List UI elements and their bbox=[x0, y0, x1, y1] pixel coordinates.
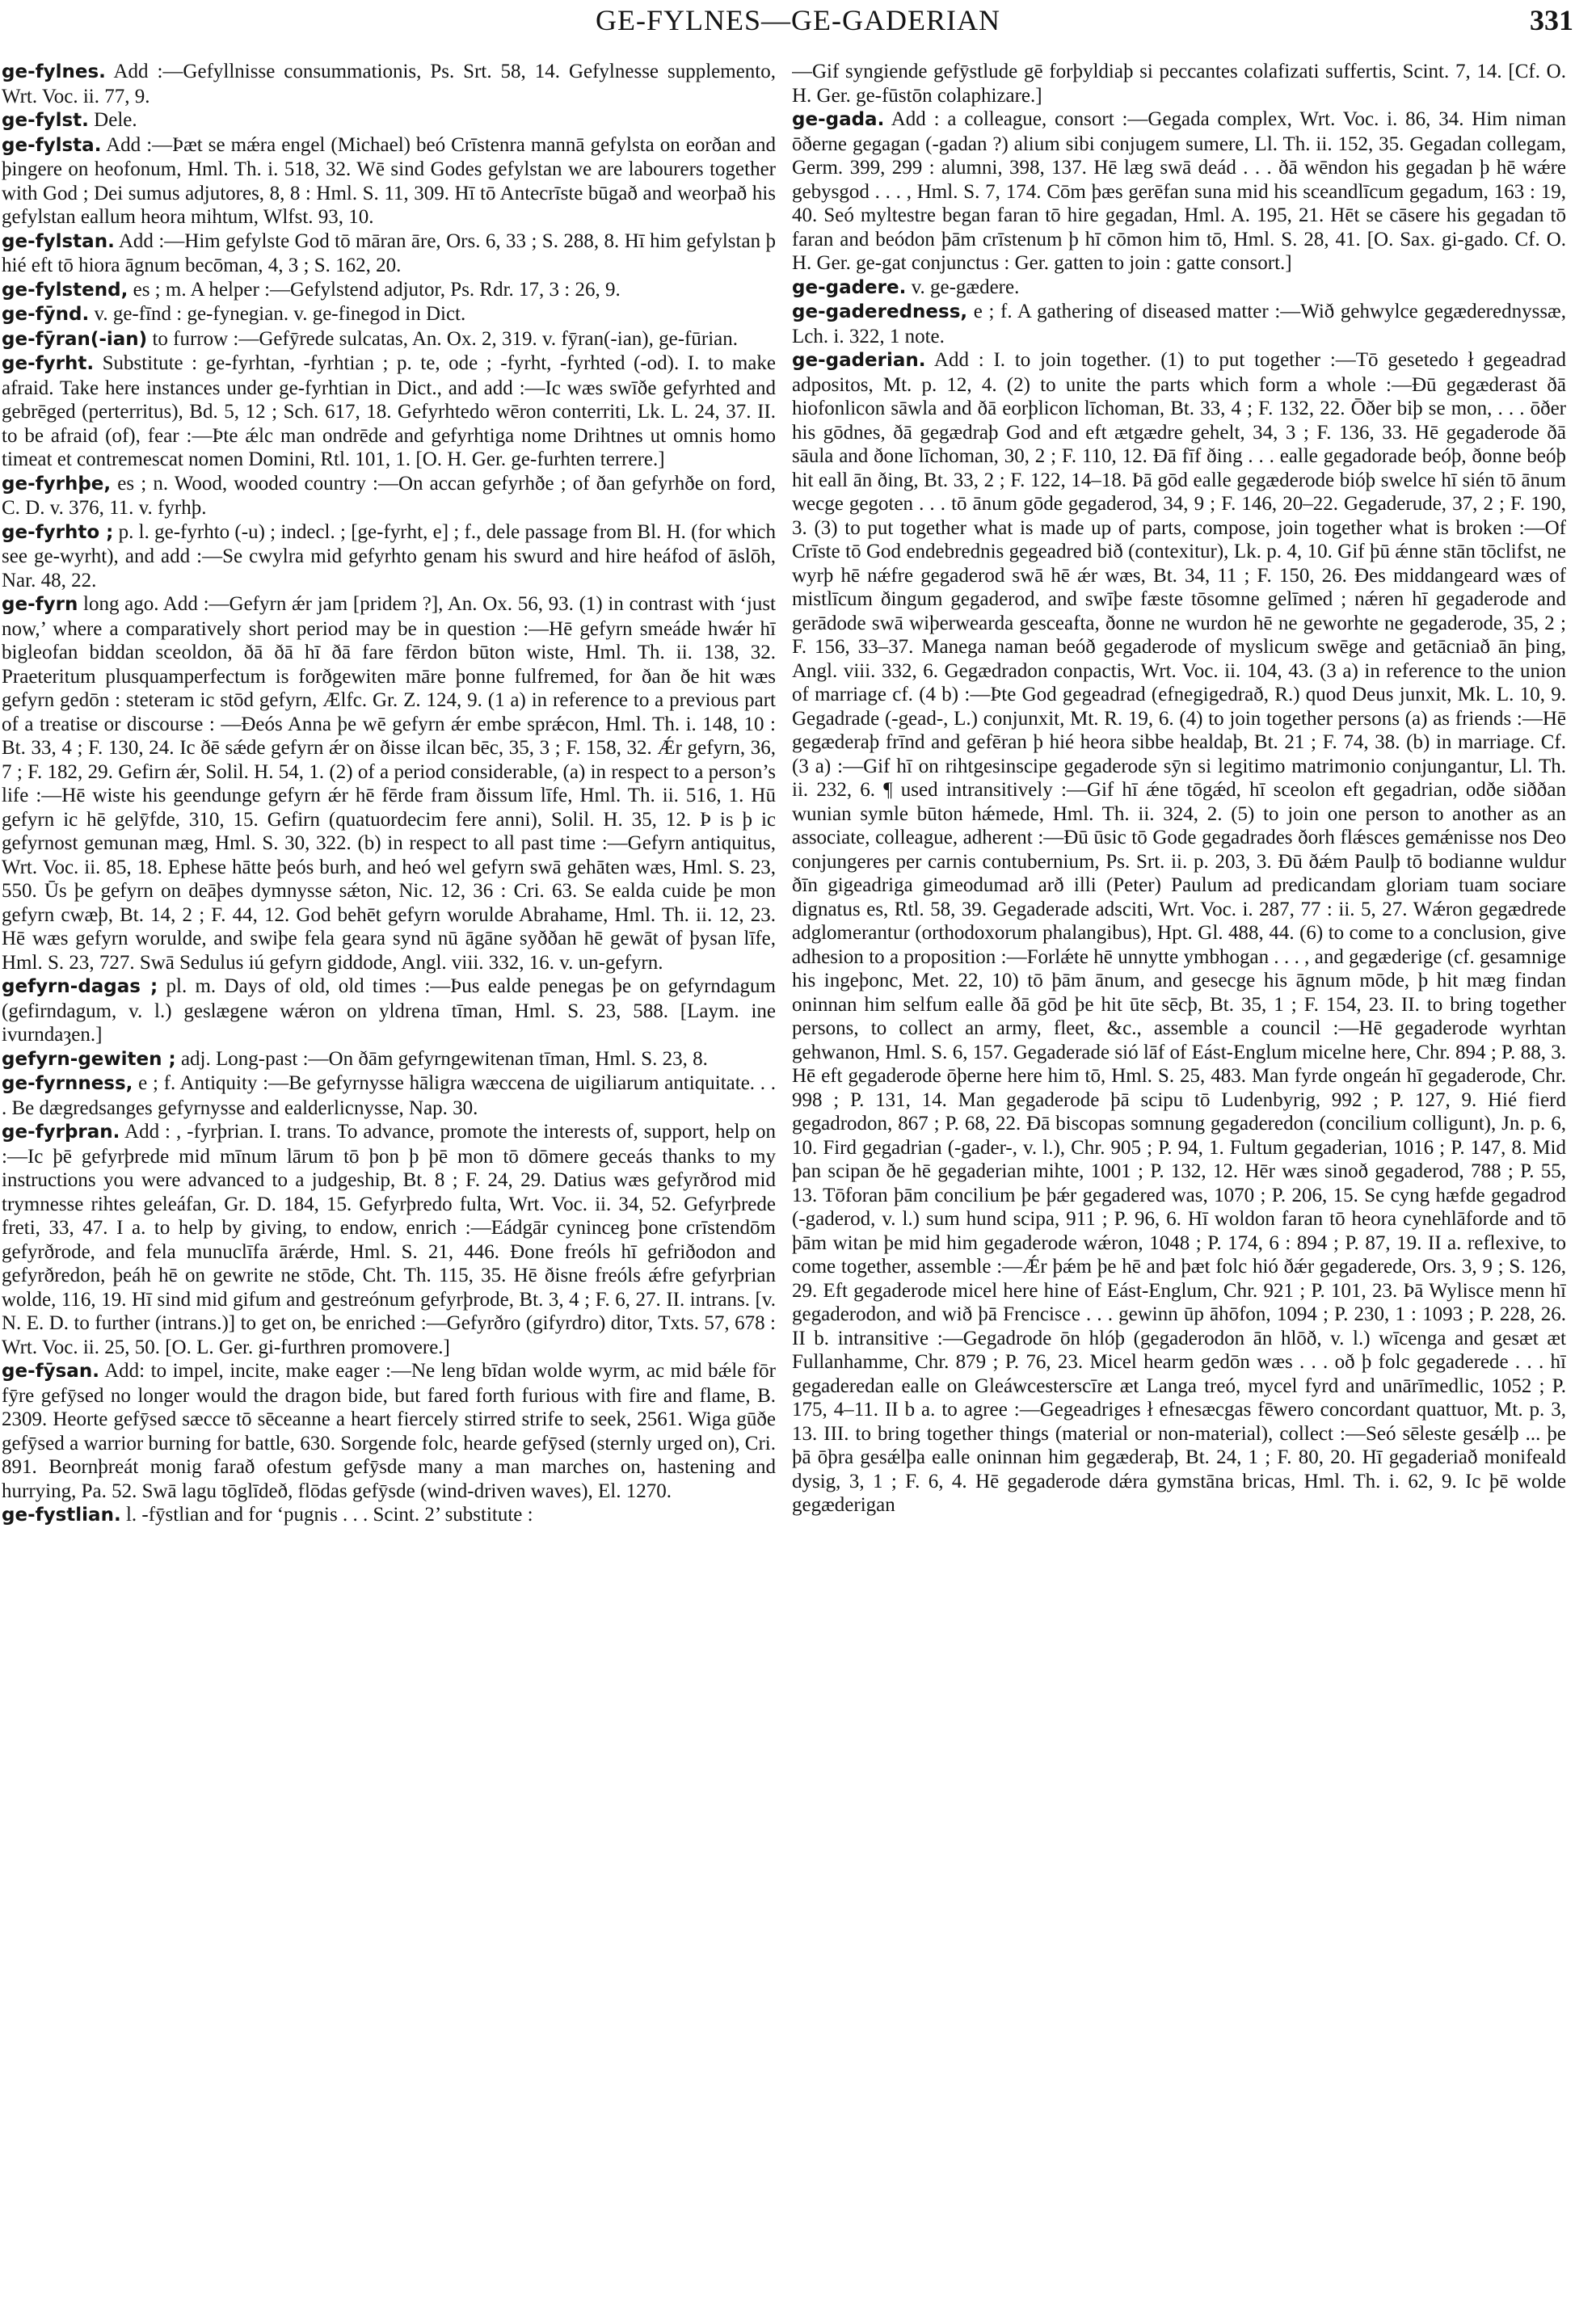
entry-headword: ge-fylsta. bbox=[2, 134, 102, 156]
dictionary-entry bbox=[2, 229, 776, 278]
entry-headword: ge-fylnes. bbox=[2, 61, 106, 82]
entry-headword: ge-gada. bbox=[792, 109, 885, 130]
dictionary-entry bbox=[792, 276, 1566, 301]
entry-text: e ; f. Antiquity :—Be gefyrnysse hāligra wæccena de uigiliarum antiquitate. . . . Be dægredsanges gefyrnysse and ealderlicnysse, Nap. 30. bbox=[2, 1072, 776, 1119]
dictionary-entry bbox=[2, 1047, 776, 1072]
entry-headword: ge-gadere. bbox=[792, 276, 907, 298]
dictionary-entry bbox=[2, 302, 776, 327]
dictionary-entry bbox=[2, 520, 776, 593]
entry-headword: ge-fyrþran. bbox=[2, 1122, 120, 1143]
entry-text: Add :—Him gefylste God tō māran āre, Ors. 6, 33 ; S. 288, 8. Hī him gefylstan þ hié eft tō hiora āgnum becōman, 4, 3 ; S. 162, 20. bbox=[2, 229, 776, 276]
dictionary-entry bbox=[2, 108, 776, 133]
page-header bbox=[0, 0, 1596, 42]
dictionary-entry bbox=[2, 133, 776, 229]
entry-text: —Gif syngiende gefȳstlude gē forþyldiaþ si peccantes colafizati suffertis, Scint. 7, 14. [Cf. O. H. Ger. ge-fūstōn colaphizare.] bbox=[792, 61, 1566, 107]
entry-text: e ; f. A gathering of diseased matter :—Wið gehwylce gegæderednyssæ, Lch. i. 322, 1 note. bbox=[792, 301, 1566, 347]
entry-headword: ge-fylstan. bbox=[2, 230, 115, 252]
entry-headword: ge-fȳsan. bbox=[2, 1361, 99, 1382]
entry-text: Substitute : ge-fyrhtan, -fyrhtian ; p. te, ode ; -fyrht, -fyrhted (-od). I. to make afraid. Take here instances under ge-fyrhtian in Dict., and add :—Ic wæs swīðe gefyrhted and gebrēged (perterritus), Bd. 5, 12 ; Sch. 617, 18. Gefyrhtedo wēron conterriti, Lk. L. 24, 37. II. to be afraid (of), fear :—Þte ǽlc man ondrēde and gefyrhtiga nome Drihtnes ut omnis homo timeat et contremescat nomen Domini, Rtl. 101, 1. [O. H. Ger. ge-furhten terrere.] bbox=[2, 352, 776, 470]
entry-text: long ago. Add :—Gefyrn ǽr jam [pridem ?], An. Ox. 56, 93. (1) in contrast with ‘just now,’ where a comparatively short period may be in question :—Hē gefyrn smeáde hwǽr hī bigleofan biddan sceoldon, ðā ðā hī ðā fare fērdon būton wiste, Hml. Th. ii. 138, 32. Praeteritum plusquamperfectum is forðgewiten māre þonne fulfremed, for ðan ðe hit wæs gefyrn gedōn : steteram ic stōd gefyrn, Ælfc. Gr. Z. 124, 9. (1 a) in reference to a previous part of a treatise or discourse : —Ðeós Anna þe wē gefyrn ǽr embe sprǽcon, Hml. Th. i. 148, 10 : Bt. 33, 4 ; F. 130, 24. Ic ðē sǽde gefyrn ǽr on ðisse ilcan bēc, 35, 3 ; F. 158, 32. Ǽr gefyrn, 36, 7 ; F. 182, 29. Gefirn ǽr, Solil. H. 54, 1. (2) of a period considerable, (a) in respect to a person’s life :—Hē wiste his geendunge gefyrn ǽr hē fērde fram ðissum līfe, Hml. Th. ii. 516, 1. Hū gefyrn ic hē gelȳfde, 310, 15. Gefirn (quatuordecim fere anni), Solil. H. 35, 12. Þ is þ ic gefyrnost gemunan mæg, Hml. S. 30, 322. (b) in respect to all past time :—Gefyrn antiquitus, Wrt. Voc. ii. 85, 18. Ephese hātte þeós burh, and heó wel gefyrn swā gehāten wæs, Hml. S. 23, 550. Ūs þe gefyrn on deāþes dymnysse sǽton, Nic. 12, 36 : Cri. 63. Se ealda cuide þe mon gefyrn cwæþ, Bt. 14, 2 ; F. 44, 12. God behēt gefyrn worulde Abrahame, Hml. Th. ii. 12, 23. Hē wæs gefyrn worulde, and swiþe fela geara synd nū āgāne syððan hē gewāt of þysan līfe, Hml. S. 23, 727. Swā Sedulus iú gefyrn giddode, Angl. viii. 332, 16. v. un-gefyrn. bbox=[2, 593, 776, 974]
entry-text: adj. Long-past :—On ðām gefyrngewitenan tīman, Hml. S. 23, 8. bbox=[175, 1047, 708, 1070]
dictionary-entry bbox=[2, 327, 776, 352]
entry-headword: ge-fystlian. bbox=[2, 1505, 121, 1526]
dictionary-entry bbox=[2, 592, 776, 974]
dictionary-entry bbox=[2, 1503, 776, 1528]
entry-text: Add : I. to join together. (1) to put together :—Tō gesetedo ł gegeadrad adpositos, Mt. p. 12, 4. (2) to unite the parts which form a whole :—Ðū gegæderast ðā hiofonlicon sāwla and ðā eorþlicon līchoman, Bt. 33, 4 ; F. 132, 22. Ōðer biþ se mon, . . . ōðer his gōdnes, ðā gegædraþ God and eft ætgædre gehelt, 34, 3 ; F. 136, 33. Hē gegaderode ðā sāula and ðone līchoman, 30, 2 ; F. 110, 12. Ðā fīf ðing . . . ealle gegadorade beóþ, ðonne beóþ hit eall ān ðing, Bt. 33, 2 ; F. 122, 14–18. Þā gōd ealle gegæderode bióþ swelce hī sién tō ānum wecge gegoten . . . tō ānum gōde gegaderod, 34, 9 ; F. 146, 20–22. Gegaderude, 37, 2 ; F. 190, 3. (3) to put together what is made up of parts, compose, join together what is broken :—Of Crīste tō God endebrednis gegeadred bið (contexitur), Lk. p. 4, 10. Gif þū ǽnne stān tōclifst, ne wyrþ hē nǽfre gegaderod swā hē ǽr wæs, Bt. 34, 11 ; F. 150, 26. Ðes middangeard wæs of mistlīcum ðingum gegaderod, and swīþe fæste tōsomne gelīmed ; nǽren hī gegaderode and gerādode swā wiþerwearda gesceafta, ðonne ne wurdon hē ne geworhte ne gegaderode, 35, 2 ; F. 156, 33–37. Manega naman beóð gegaderode of myslicum swēge and getācniað ān þing, Angl. viii. 332, 6. Gegædradon conpactis, Wrt. Voc. ii. 104, 43. (3 a) in reference to the union of marriage cf. (4 b) :—Þte God gegeadrad (efnegigedrað, R.) quod Deus junxit, Mk. L. 10, 9. Gegadrade (-gead-, L.) conjunxit, Mt. R. 19, 6. (4) to join together persons (a) as friends :—Hē gegæderaþ frīnd and gefēran þ hié heora sibbe healdaþ, Bt. 21 ; F. 74, 38. (b) in marriage. Cf. (3 a) :—Gif hī on rihtgesinscipe gegaderode sȳn si legitimo matrimonio conjungantur, Ll. Th. ii. 232, 6. ¶ used intransitively :—Gif hī ǽne tōgǽd, hī sceolon eft gegadrian, odðe siððan wunian symle būton hǽmede, Hml. Th. ii. 324, 2. (5) to join one person to another as an associate, colleague, adherent :—Ðū ūsic tō Gode gegadrades ðorh flǽsces gemǽnisse nos Deo conjungeres per carnis contubernium, Ps. Srt. ii. p. 203, 3. Ðū ðǽm Paulþ tō bodianne wuldur ðīn gigeadriga gimeodumad arð illi (Peter) Paulum ad predicandam gloriam tuam sociare dignatus es, Rtl. 58, 39. Gegaderade adsciti, Wrt. Voc. i. 287, 77 : ii. 5, 27. Wǽron gegædrede adglomerantur (orthodoxorum phalangibus), Hpt. Gl. 488, 44. (6) to come to a conclusion, give adhesion to a proposition :—Forlǽte hē unnytte ymbhogan . . . , and gegæderige (cf. gesamnige his ingeþonc, Met. 22, 10) tō þām ānum, and gesecge his āgnum mōde, þ hit mæg findan oninnan him selfum ealle ðā gōd þe hit ūte sēcþ, Bt. 35, 1 ; F. 154, 23. II. to bring together persons, to collect an army, fleet, &c., assemble a council :—Hē gegaderode wyrhtan gehwanon, Hml. S. 6, 157. Gegaderade sió lāf of Eást-Englum micelne here, Chr. 894 ; P. 88, 3. Hē eft gegaderode ōþerne here him tō, Hml. S. 25, 483. Man fyrde ongeán hī gegaderode, Chr. 998 ; P. 131, 14. Man gegaderode þā scipu tō Ludenbyrig, 992 ; P. 127, 9. Hié fierd gegadrodon, 867 ; P. 68, 22. Ðā biscopas somnung gegaderedon (concilium colligunt), Jn. p. 6, 10. Fird gegadrian (-gader-, v. l.), Chr. 905 ; P. 94, 1. Fultum gegaderian, 1016 ; P. 147, 8. Mid þan scipan ðe hē gegaderian mihte, 1001 ; P. 132, 12. Hēr wæs sinoð gegaderod, 788 ; P. 55, 13. Tōforan þām concilium þe þǽr gegadered was, 1070 ; P. 206, 15. Se cyng hæfde gegadrod (-gaderod, v. l.) sum hund scipa, 911 ; P. 96, 6. Hī woldon faran tō heora cynehlāforde and tō þām witan þe mid him gegaderode wǽron, 1048 ; P. 174, 6 : 894 ; P. 87, 19. II a. reflexive, to come together, assemble :—Ǽr þǽm þe hē and þæt folc hió ðǽr gegaderede, Ors. 3, 9 ; S. 126, 29. Eft gegaderode micel here hine of Eást-Englum, Chr. 921 ; P. 101, 23. Þā Wylisce menn hī gegaderodon, and wið þā Frencisce . . . gewinn ūp āhōfon, 1094 ; P. 230, 1 : 1093 ; P. 228, 26. II b. intransitive :—Gegadrode ōn hlóþ (gegaderodon ān hlōð, v. l.) wīcenga and gesæt æt Fullanhamme, Chr. 879 ; P. 76, 23. Micel hearm gedōn wæs . . . oð þ folc gegaderede . . . hī gegaderedan ealle on Gleáwcesterscīre æt Langa treó, mycel fyrd and unārīmedlic, 1052 ; P. 175, 4–11. II b a. to agree :—Gegeadriges ł efnesæcgas fēwero concordant quattuor, Mt. p. 3, 13. III. to bring together things (material or non-material), collect :—Seó sēleste gesǽlþ ... þe þā ōþra gesǽlþa ealle oninnan him gegæderaþ, Bt. 24, 1 ; F. 80, 20. Hī gegaderiað monifeald dysig, 3, 1 ; F. 6, 4. Hē gegaderode dǽra gymstāna bricas, Hml. Th. i. 62, 9. Ic þē wolde gegæderigan bbox=[792, 349, 1566, 1516]
entry-text: Add :—Þæt se mǽra engel (Michael) beó Crīstenra mannā gefylsta on eorðan and þingere on heofonum, Hml. Th. i. 518, 32. Wē sind Godes gefylstan we are labourers together with God ; Dei sumus adjutores, 8, 8 : Hml. S. 11, 309. Hī tō Antecrīste būgað and weorþað his gefylstan eallum heora mihtum, Wlfst. 93, 10. bbox=[2, 133, 776, 228]
entry-text: Add: to impel, incite, make eager :—Ne leng bīdan wolde wyrm, ac mid bǽle fōr fȳre gefȳsed no longer would the dragon bide, but fared forth furious with fire and flame, B. 2309. Heorte gefȳsed sæcce tō sēceanne a heart fiercely stirred strife to seek, 2561. Wiga gūðe gefȳsed a warrior burning for battle, 630. Sorgende folc, hearde gefȳsed (sternly urged on), Cri. 891. Beornþreát monig farað ofestum gefȳsde many a man marches on, hastening and hurrying, Pa. 52. Swā lagu tōglīdeð, flōdas gefȳsde (wind-driven waves), El. 1270. bbox=[2, 1360, 776, 1502]
entry-text: Add : a colleague, consort :—Gegada complex, Wrt. Voc. i. 86, 34. Him niman ōðerne gegagan (-gadan ?) alium sibi conjugem sumere, Ll. Th. ii. 152, 35. Gegadan collegam, Germ. 399, 299 : alumni, 398, 137. Hē læg swā deád . . . ðā wēndon his gegadan þ hē wǽre gebysgod . . . , Hml. S. 7, 174. Cōm þæs gerēfan suna mid his sceandlīcum gegadum, 163 : 19, 40. Seó myltestre began faran tō hire gegadan, Hml. A. 195, 21. Hēt se cāsere his gegadan tō faran and beódon þām crīstenum þ hī cōmon him tō, Hml. S. 28, 41. [O. Sax. gi-gado. Cf. O. H. Ger. ge-gat conjunctus : Ger. gatten to join : gatte consort.] bbox=[792, 108, 1566, 274]
entry-text: pl. m. Days of old, old times :—Þus ealde penegas þe on gefyrndagum (gefirndagum, v. l.) geslægene wǽron on yldrena tīman, Hml. S. 23, 588. [Laym. ine ivurndaȝen.] bbox=[2, 975, 776, 1046]
entry-headword: gefyrn-dagas ; bbox=[2, 976, 158, 997]
entry-text: v. ge-fīnd : ge-fynegian. v. ge-finegod in Dict. bbox=[89, 303, 466, 325]
dictionary-entry bbox=[792, 300, 1566, 348]
entry-text: Add :—Gefyllnisse consummationis, Ps. Srt. 58, 14. Gefylnesse supplemento, Wrt. Voc. ii. 77, 9. bbox=[2, 61, 776, 107]
entry-headword: ge-fyrnness, bbox=[2, 1073, 133, 1094]
dictionary-entry bbox=[2, 472, 776, 520]
entry-text: Add : , -fyrþrian. I. trans. To advance, promote the interests of, support, help on :—Ic þē gefyrþrede mid mīnum lārum tō þon þ þē mon tō dōmere geceás thanks to my instructions you were advanced to a judgeship, Bt. 8 ; F. 24, 29. Datius wæs gefyrðrod mid trymnesse rihtes geleáfan, Gr. D. 184, 15. Gefyrþredo fulta, Wrt. Voc. ii. 34, 52. Gefyrþrede freti, 33, 47. I a. to help by giving, to endow, enrich :—Eádgār cyninceg þone crīstendōm gefyrðrode, and fela munuclīfa ārǽrde, Hml. S. 21, 446. Ðone freóls hī gefriðodon and gefyrðredon, þeáh hē on gewrite ne stōde, Cht. Th. 115, 35. Hē ðisne freóls ǽfre gefyrþrian wolde, 116, 19. Hī sind mid gifum and gestreónum gefyrþrode, Bt. 3, 4 ; F. 6, 27. II. intrans. [v. N. E. D. to further (intrans.)] to get on, be enriched :—Gefyrðro (gifyrdro) ditor, Txts. 57, 678 : Wrt. Voc. ii. 25, 50. [O. L. Ger. gi-furthren promovere.] bbox=[2, 1121, 776, 1358]
entry-text: es ; m. A helper :—Gefylstend adjutor, Ps. Rdr. 17, 3 : 26, 9. bbox=[128, 278, 621, 301]
dictionary-entry bbox=[2, 974, 776, 1047]
entry-text: to furrow :—Gefȳrede sulcatas, An. Ox. 2, 319. v. fȳran(-ian), ge-fūrian. bbox=[147, 327, 738, 350]
dictionary-entry bbox=[792, 348, 1566, 1518]
dictionary-entry bbox=[2, 60, 776, 108]
entry-headword: ge-fyrhto ; bbox=[2, 521, 114, 543]
dictionary-entry bbox=[2, 1071, 776, 1120]
entry-text: l. -fȳstlian and for ‘pugnis . . . Scint. 2’ substitute : bbox=[120, 1504, 533, 1526]
entry-headword: ge-fyrn bbox=[2, 594, 78, 615]
left-column bbox=[2, 60, 776, 2298]
entry-headword: ge-gaderian. bbox=[792, 350, 926, 371]
dictionary-entry bbox=[792, 60, 1566, 107]
dictionary-entry bbox=[792, 107, 1566, 276]
entry-headword: ge-fylst. bbox=[2, 110, 89, 131]
dictionary-entry bbox=[2, 351, 776, 472]
dictionary-entry bbox=[2, 278, 776, 303]
entry-text: Dele. bbox=[88, 109, 137, 131]
running-head: GE-FYLNES—GE-GADERIAN bbox=[596, 4, 1000, 36]
entry-text: p. l. ge-fyrhto (-u) ; indecl. ; [ge-fyrht, e] ; f., dele passage from Bl. H. (for which see ge-wyrht), and add :—Se cwylra mid gefyrhto genam his swurd and hire heáfod of āslōh, Nar. 48, 22. bbox=[2, 520, 776, 591]
entry-headword: ge-fyrhþe, bbox=[2, 473, 112, 495]
dictionary-entry bbox=[2, 1359, 776, 1503]
entry-headword: ge-fyrht. bbox=[2, 353, 95, 374]
dictionary-entry bbox=[2, 1120, 776, 1359]
entry-headword: ge-fylstend, bbox=[2, 279, 128, 301]
entry-headword: ge-fȳnd. bbox=[2, 304, 90, 325]
entry-text: es ; n. Wood, wooded country :—On accan gefyrhðe ; of ðan gefyrhðe on ford, C. D. v. 376, 11. v. fyrhþ. bbox=[2, 472, 776, 519]
page-number: 331 bbox=[1530, 4, 1573, 36]
entry-headword: ge-fȳran(-ian) bbox=[2, 328, 148, 350]
entry-headword: ge-gaderedness, bbox=[792, 301, 968, 322]
entry-headword: gefyrn-gewiten ; bbox=[2, 1048, 176, 1070]
entry-text: v. ge-gædere. bbox=[906, 276, 1020, 298]
right-column bbox=[792, 60, 1566, 2298]
